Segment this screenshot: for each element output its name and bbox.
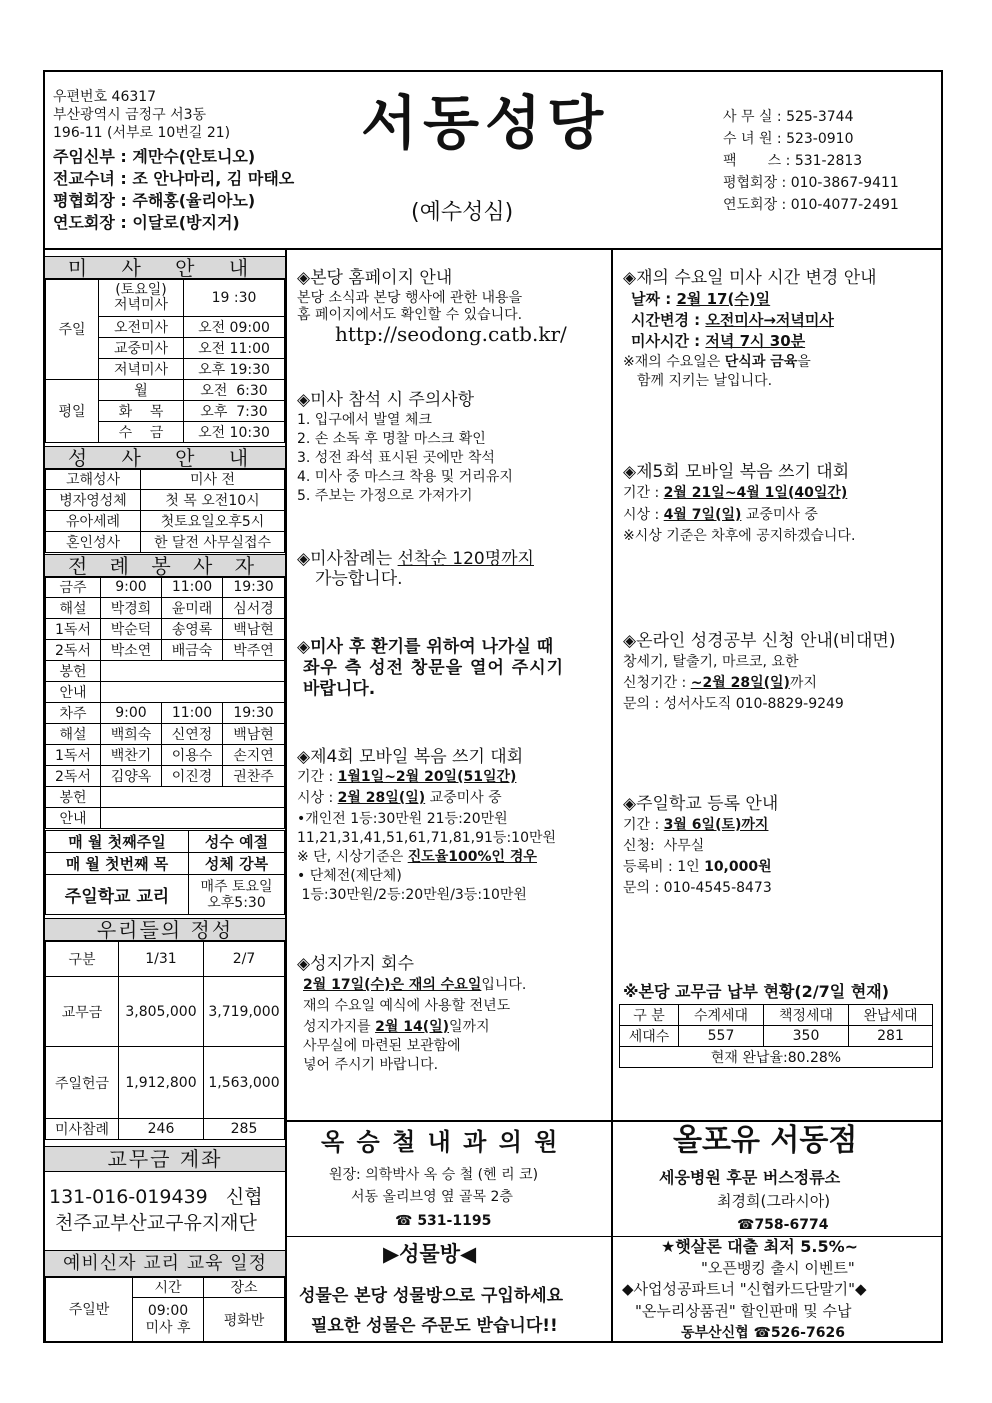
servers-role: 봉헌 xyxy=(46,787,101,808)
ash-title: ◈재의 수요일 미사 시간 변경 안내 xyxy=(623,268,877,288)
contest4-title: ◈제4회 모바일 복음 쓰기 대회 xyxy=(297,747,524,767)
dues-label: 세대수 xyxy=(620,1026,679,1047)
ash-time-value: 저녁 7시 30분 xyxy=(705,332,806,350)
ash-note: 함께 지키는 날입니다. xyxy=(637,373,773,389)
servers-role: 1독서 xyxy=(46,619,101,640)
mass-heading: 미 사 안 내 xyxy=(45,256,285,280)
monthly-event: 매 월 첫째주일 xyxy=(46,831,189,853)
parish-title: 서동성당 xyxy=(361,89,610,157)
school-fee-label: 등록비 : 1인 xyxy=(623,859,705,875)
caution-item: 4. 미사 중 마스크 착용 및 거리유지 xyxy=(297,469,513,485)
contest5-period-label: 기간 : xyxy=(623,485,664,501)
offering-col: 2/7 xyxy=(204,941,285,977)
ash-date-label: 날짜 : xyxy=(631,290,677,308)
offering-value: 285 xyxy=(204,1119,285,1140)
weekday-label: 평일 xyxy=(46,380,99,443)
palm-date: 2월 17일(수)은 재의 수요일 xyxy=(303,977,482,993)
address-line-1: 부산광역시 금정구 서3동 xyxy=(53,107,207,123)
servers-time: 19:30 xyxy=(223,577,285,598)
mass-time: 오전 6:30 xyxy=(184,380,285,401)
palm-line xyxy=(303,978,526,992)
dues-value: 557 xyxy=(679,1026,764,1047)
monthly-event-desc: 매주 토요일 오후5:30 xyxy=(189,875,285,915)
servers-table xyxy=(45,576,285,829)
contest4-condition-prefix: ※ 단, 시상기준은 xyxy=(297,849,408,865)
right-column-divider xyxy=(611,248,613,1343)
catechumen-class: 주일반 xyxy=(46,1277,133,1342)
contest4-award-suffix: 교중미사 중 xyxy=(425,790,502,806)
contest4-prize: •개인전 1등:30만원 21등:20만원 xyxy=(297,811,508,827)
ash-change xyxy=(631,313,834,328)
mass-time: 오전 10:30 xyxy=(184,422,285,443)
offering-label: 교무금 xyxy=(46,977,119,1047)
contest4-period-value: 1월1일~2월 20일(51일간) xyxy=(337,769,517,785)
pastor: 주임신부 : 계만수(안토니오) xyxy=(53,147,256,166)
dues-title: ※본당 교무금 납부 현황(2/7일 현재) xyxy=(623,982,890,1001)
bible-title: ◈온라인 성경공부 신청 안내(비대면) xyxy=(623,631,896,651)
bank-contact: 동부산신협 ☎526-7626 xyxy=(681,1325,845,1341)
account-heading: 교무금 계좌 xyxy=(45,1146,285,1172)
sacrament-name: 유아세례 xyxy=(46,511,141,532)
contest4-period-label: 기간 : xyxy=(297,769,338,785)
contest4-condition-value: 진도율100%인 경우 xyxy=(407,849,537,865)
office-phone: 사 무 실 : 525-3744 xyxy=(723,109,854,125)
servers-name xyxy=(101,682,285,703)
ash-note-prefix: ※재의 수요일은 xyxy=(623,354,725,370)
palm-line-suffix: 입니다. xyxy=(481,977,527,993)
school-contact: 문의 : 010-4545-8473 xyxy=(623,880,772,896)
servers-role: 해설 xyxy=(46,598,101,619)
servers-role: 해설 xyxy=(46,724,101,745)
palm-line: 넣어 주시기 바랍니다. xyxy=(303,1057,439,1073)
mass-time: 오전 11:00 xyxy=(184,338,285,359)
offering-value: 1,912,800 xyxy=(119,1047,204,1119)
palm-line xyxy=(303,1020,490,1034)
attendance-limit xyxy=(297,551,534,568)
mass-schedule-table xyxy=(45,278,285,443)
mass-name: 교중미사 xyxy=(99,338,184,359)
bank-loan: ★햇살론 대출 최저 5.5%~ xyxy=(661,1237,859,1256)
header-divider xyxy=(45,248,941,250)
contest5-award xyxy=(623,508,818,522)
servers-name: 권찬주 xyxy=(223,766,285,787)
school-fee-value: 10,000원 xyxy=(704,859,772,875)
contest4-condition xyxy=(297,850,537,864)
servers-week-label: 차주 xyxy=(46,703,101,724)
caution-item: 3. 성전 좌석 표시된 곳에만 착석 xyxy=(297,450,495,466)
offering-value: 3,805,000 xyxy=(119,977,204,1047)
school-title: ◈주일학교 등록 안내 xyxy=(623,794,779,814)
address-line-2: 196-11 (서부로 10번길 21) xyxy=(53,125,231,141)
mass-day: 화 목 xyxy=(99,401,184,422)
clinic-phone: ☎ 531-1195 xyxy=(395,1213,492,1229)
ash-note xyxy=(623,355,811,369)
servers-role: 1독서 xyxy=(46,745,101,766)
caution-title: ◈미사 참석 시 주의사항 xyxy=(297,390,475,410)
catechumen-time: 09:00 미사 후 xyxy=(133,1298,204,1342)
sacrament-name: 고해성사 xyxy=(46,469,141,490)
attendance-limit-2: 가능합니다. xyxy=(315,569,403,589)
servers-heading: 전 례 봉 사 자 xyxy=(45,554,285,578)
fax-number: 팩 스 : 531-2813 xyxy=(723,153,863,169)
mass-name: 저녁미사 xyxy=(99,359,184,380)
offering-col: 1/31 xyxy=(119,941,204,977)
mass-time: 오후 7:30 xyxy=(184,401,285,422)
offering-heading: 우리들의 정성 xyxy=(45,918,285,942)
contest4-prize: 11,21,31,41,51,61,71,81,91등:10만원 xyxy=(297,830,557,846)
school-apply: 신청: 사무실 xyxy=(623,838,705,854)
dues-table xyxy=(619,1004,933,1068)
servers-name: 백찬기 xyxy=(101,745,162,766)
mass-time: 오후 19:30 xyxy=(184,359,285,380)
contest4-team: • 단체전(제단체) xyxy=(297,868,402,884)
servers-name: 배금숙 xyxy=(162,640,223,661)
caution-item: 5. 주보는 가정으로 가져가기 xyxy=(297,488,473,504)
servers-role: 2독서 xyxy=(46,766,101,787)
store-line-2: 필요한 성물은 주문도 받습니다!! xyxy=(311,1316,558,1336)
servers-name: 윤미래 xyxy=(162,598,223,619)
ash-time xyxy=(631,334,805,349)
servers-name: 백희숙 xyxy=(101,724,162,745)
ash-change-label: 시간변경 : xyxy=(631,311,706,329)
servers-name xyxy=(101,808,285,829)
ventilation-notice: 바랍니다. xyxy=(303,679,376,699)
palm-line: 재의 수요일 예식에 사용할 전년도 xyxy=(303,998,511,1014)
sacrament-name: 혼인성사 xyxy=(46,532,141,553)
monthly-events-table xyxy=(45,830,285,915)
bible-books: 창세기, 탈출기, 마르코, 요한 xyxy=(623,654,799,670)
contest5-award-label: 시상 : xyxy=(623,507,664,523)
ash-change-value: 오전미사→저녁미사 xyxy=(705,311,834,329)
elder-president: 연도회장 : 이달로(방지거) xyxy=(53,213,240,232)
servers-name: 김양옥 xyxy=(101,766,162,787)
servers-week-label: 금주 xyxy=(46,577,101,598)
monthly-event-desc: 성수 예절 xyxy=(189,831,285,853)
palm-line-prefix: 성지가지를 xyxy=(303,1019,376,1035)
bank-event: "오픈뱅킹 출시 이벤트" xyxy=(701,1259,855,1277)
servers-role: 2독서 xyxy=(46,640,101,661)
bank-card: ◆사업성공파트너 "신협카드단말기"◆ xyxy=(622,1280,867,1298)
ash-note-emphasis: 단식과 금육 xyxy=(724,354,798,370)
school-fee xyxy=(623,860,772,874)
contest5-award-date: 4월 7일(일) xyxy=(663,507,742,523)
clinic-name: 옥 승 철 내 과 의 원 xyxy=(321,1128,560,1156)
shop-name: 올포유 서동점 xyxy=(673,1123,858,1158)
bible-period-label: 신청기간 : xyxy=(623,675,691,691)
catechumen-place: 평화반 xyxy=(204,1298,285,1342)
bank-voucher: "온누리상품권" 할인판매 및 수납 xyxy=(635,1302,852,1320)
bulletin-frame xyxy=(43,70,943,1343)
ash-date xyxy=(631,292,770,307)
servers-name: 박순덕 xyxy=(101,619,162,640)
monthly-event: 주일학교 교리 xyxy=(46,875,189,915)
bible-period-value: ~2월 28일(일) xyxy=(690,675,790,691)
council-phone: 평협회장 : 010-3867-9411 xyxy=(723,175,899,191)
caution-item: 2. 손 소독 후 명찰 마스크 확인 xyxy=(297,431,486,447)
clinic-director: 원장: 의학박사 옥 승 철 (헨 리 코) xyxy=(329,1167,539,1183)
ash-note-suffix: 을 xyxy=(797,354,811,370)
offering-value: 1,563,000 xyxy=(204,1047,285,1119)
mass-day: 수 금 xyxy=(99,422,184,443)
servers-name: 이용수 xyxy=(162,745,223,766)
ventilation-notice: 좌우 측 성전 창문을 열어 주시기 xyxy=(303,658,565,678)
servers-name: 백남현 xyxy=(223,724,285,745)
palm-deadline: 2월 14(일) xyxy=(375,1019,450,1035)
homepage-url[interactable]: http://seodong.catb.kr/ xyxy=(335,322,567,346)
contest4-team-prize: 1등:30만원/2등:20만원/3등:10만원 xyxy=(297,887,527,903)
servers-name: 박경희 xyxy=(101,598,162,619)
catechumen-heading: 예비신자 교리 교육 일정 xyxy=(45,1250,285,1278)
offering-value: 3,719,000 xyxy=(204,977,285,1047)
sacrament-heading: 성 사 안 내 xyxy=(45,446,285,470)
sacrament-name: 병자영성체 xyxy=(46,490,141,511)
homepage-body: 홈 페이지에서도 확인할 수 있습니다. xyxy=(297,307,523,323)
parish-subtitle: (예수성심) xyxy=(411,200,514,225)
bible-contact: 문의 : 성서사도직 010-8829-9249 xyxy=(623,696,844,712)
servers-role: 안내 xyxy=(46,682,101,703)
ventilation-notice: ◈미사 후 환기를 위하여 나가실 때 xyxy=(297,637,554,657)
servers-role: 안내 xyxy=(46,808,101,829)
monthly-event: 매 월 첫번째 목 xyxy=(46,853,189,875)
account-number: 131-016-019439 신협 xyxy=(49,1186,263,1208)
mass-name: (토요일) 저녁미사 xyxy=(99,279,184,317)
left-column-divider xyxy=(285,248,287,1343)
contest5-period xyxy=(623,486,847,500)
sacrament-time: 미사 전 xyxy=(141,469,285,490)
servers-name xyxy=(101,787,285,808)
catechumen-col-time: 시간 xyxy=(133,1277,204,1298)
dues-col: 구 분 xyxy=(620,1005,679,1026)
servers-name: 박주연 xyxy=(223,640,285,661)
servers-name: 백남현 xyxy=(223,619,285,640)
contest4-award-label: 시상 : xyxy=(297,790,338,806)
servers-name: 송영록 xyxy=(162,619,223,640)
dues-rate: 현재 완납율:80.28% xyxy=(620,1047,933,1068)
clinic-location: 서동 올리브영 옆 골목 2층 xyxy=(351,1189,513,1205)
contest5-note: ※시상 기준은 차후에 공지하겠습니다. xyxy=(623,528,856,544)
contest5-award-suffix: 교중미사 중 xyxy=(741,507,818,523)
servers-role: 봉헌 xyxy=(46,661,101,682)
school-period xyxy=(623,818,768,832)
shop-owner: 최경희(그라시아) xyxy=(717,1192,831,1210)
servers-name: 박소연 xyxy=(101,640,162,661)
servers-time: 9:00 xyxy=(101,703,162,724)
ash-time-label: 미사시간 : xyxy=(631,332,706,350)
store-line-1: 성물은 본당 성물방으로 구입하세요 xyxy=(299,1286,564,1306)
offering-label: 미사참례 xyxy=(46,1119,119,1140)
ads-divider xyxy=(285,1120,941,1122)
catechumen-col-place: 장소 xyxy=(204,1277,285,1298)
shop-location: 세웅병원 후문 버스정류소 xyxy=(659,1168,841,1187)
contest5-title: ◈제5회 모바일 복음 쓰기 대회 xyxy=(623,462,850,482)
contest5-period-value: 2월 21일~4월 1일(40일간) xyxy=(663,485,848,501)
mass-name: 오전미사 xyxy=(99,317,184,338)
store-title: ▶성물방◀ xyxy=(383,1242,477,1266)
homepage-title: ◈본당 홈페이지 안내 xyxy=(297,268,453,288)
offering-label: 주일헌금 xyxy=(46,1047,119,1119)
homepage-body: 본당 소식과 본당 행사에 관한 내용을 xyxy=(297,290,523,306)
ash-date-value: 2월 17(수)일 xyxy=(676,290,771,308)
servers-name: 이진경 xyxy=(162,766,223,787)
elder-phone: 연도회장 : 010-4077-2491 xyxy=(723,197,899,213)
sunday-label: 주일 xyxy=(46,279,99,380)
palm-line: 사무실에 마련된 보관함에 xyxy=(303,1038,461,1054)
servers-name: 손지연 xyxy=(223,745,285,766)
dues-col: 수계세대 xyxy=(679,1005,764,1026)
mass-time: 19 :30 xyxy=(184,279,285,317)
attendance-limit-prefix: ◈미사참례는 xyxy=(297,549,398,569)
offering-col: 구분 xyxy=(46,941,119,977)
contest4-period xyxy=(297,770,516,784)
caution-item: 1. 입구에서 발열 체크 xyxy=(297,412,432,428)
mass-day: 월 xyxy=(99,380,184,401)
postal-code: 우편번호 46317 xyxy=(53,89,157,105)
dues-col: 책정세대 xyxy=(764,1005,849,1026)
school-period-value: 3월 6일(토)까지 xyxy=(663,817,769,833)
servers-time: 19:30 xyxy=(223,703,285,724)
offering-value: 246 xyxy=(119,1119,204,1140)
contest4-award-date: 2월 28일(일) xyxy=(337,790,426,806)
mass-time: 오전 09:00 xyxy=(184,317,285,338)
sacrament-time: 한 달전 사무실접수 xyxy=(141,532,285,553)
servers-time: 11:00 xyxy=(162,577,223,598)
shop-phone: ☎758-6774 xyxy=(737,1217,829,1233)
bible-period xyxy=(623,676,817,690)
monthly-event-desc: 성체 강복 xyxy=(189,853,285,875)
palm-title: ◈성지가지 회수 xyxy=(297,954,415,974)
palm-line-suffix: 일까지 xyxy=(449,1019,490,1035)
servers-name: 신연정 xyxy=(162,724,223,745)
servers-time: 11:00 xyxy=(162,703,223,724)
catechumen-table xyxy=(45,1276,285,1342)
sacrament-time: 첫토요일오후5시 xyxy=(141,511,285,532)
council-president: 평협회장 : 주해홍(율리아노) xyxy=(53,191,256,210)
sacrament-time: 첫 목 오전10시 xyxy=(141,490,285,511)
sacrament-table xyxy=(45,468,285,553)
dues-value: 350 xyxy=(764,1026,849,1047)
school-period-label: 기간 : xyxy=(623,817,664,833)
servers-name xyxy=(101,661,285,682)
account-holder: 천주교부산교구유지재단 xyxy=(55,1212,257,1234)
convent-phone: 수 녀 원 : 523-0910 xyxy=(723,131,854,147)
servers-name: 심서경 xyxy=(223,598,285,619)
dues-col: 완납세대 xyxy=(849,1005,933,1026)
bible-period-suffix: 까지 xyxy=(789,675,817,691)
nuns: 전교수녀 : 조 안나마리, 김 마태오 xyxy=(53,169,295,188)
offering-table xyxy=(45,940,285,1140)
attendance-limit-count: 선착순 120명까지 xyxy=(397,549,534,569)
servers-time: 9:00 xyxy=(101,577,162,598)
contest4-award xyxy=(297,791,502,805)
dues-value: 281 xyxy=(849,1026,933,1047)
